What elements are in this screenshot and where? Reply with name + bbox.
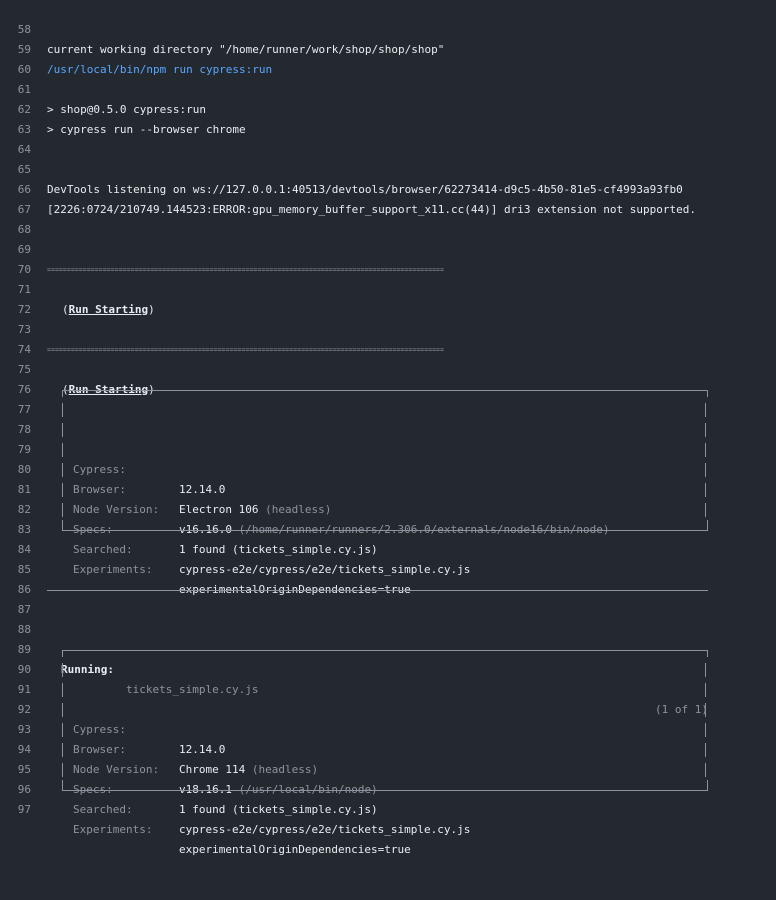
info-value: cypress-e2e/cypress/e2e/tickets_simple.cy.js bbox=[179, 823, 471, 836]
info-key: Cypress: bbox=[73, 463, 126, 476]
box-left-border bbox=[62, 703, 63, 717]
line-number[interactable]: 97 bbox=[17, 803, 31, 816]
info-key: Cypress: bbox=[73, 723, 126, 736]
info-value: 12.14.0 bbox=[179, 483, 226, 496]
line-number[interactable]: 62 bbox=[17, 103, 31, 116]
box-left-border bbox=[62, 423, 63, 437]
line-number[interactable]: 78 bbox=[17, 423, 31, 436]
log-text: > cypress run --browser chrome bbox=[47, 123, 246, 136]
log-line bbox=[0, 580, 776, 616]
box-right-border bbox=[705, 663, 706, 677]
line-number[interactable]: 90 bbox=[17, 663, 31, 676]
log-line bbox=[0, 320, 776, 356]
run-starting-label: Run Starting bbox=[68, 383, 149, 396]
box-right-border bbox=[705, 463, 706, 477]
line-number[interactable]: 77 bbox=[17, 403, 31, 416]
log-line bbox=[0, 120, 776, 156]
line-number[interactable]: 70 bbox=[17, 263, 31, 276]
line-number[interactable]: 96 bbox=[17, 783, 31, 796]
running-label: Running: bbox=[61, 663, 114, 676]
line-number[interactable]: 75 bbox=[17, 363, 31, 376]
line-number[interactable]: 88 bbox=[17, 623, 31, 636]
line-number[interactable]: 95 bbox=[17, 763, 31, 776]
box-left-border bbox=[62, 763, 63, 777]
paren-close: ) bbox=[148, 383, 155, 396]
line-number[interactable]: 93 bbox=[17, 723, 31, 736]
line-number[interactable]: 91 bbox=[17, 683, 31, 696]
box-right-border bbox=[705, 723, 706, 737]
line-number[interactable]: 61 bbox=[17, 83, 31, 96]
info-key: Browser: bbox=[73, 483, 126, 496]
box-top-border bbox=[62, 390, 708, 397]
box-left-border bbox=[62, 403, 63, 417]
box-left-border bbox=[62, 683, 63, 697]
info-key: Node Version: bbox=[73, 503, 160, 516]
info-value-note: (headless) bbox=[265, 503, 332, 516]
box-right-border bbox=[705, 683, 706, 697]
line-number[interactable]: 82 bbox=[17, 503, 31, 516]
info-value: cypress-e2e/cypress/e2e/tickets_simple.cy.js bbox=[179, 563, 471, 576]
box-left-border bbox=[62, 663, 63, 677]
line-number[interactable]: 64 bbox=[17, 143, 31, 156]
log-line bbox=[0, 200, 776, 236]
box-left-border bbox=[62, 443, 63, 457]
separator-line: ==================================================================================================== bbox=[47, 266, 444, 274]
info-key: Experiments: bbox=[73, 823, 153, 836]
line-number[interactable]: 69 bbox=[17, 243, 31, 256]
command-text: /usr/local/bin/npm run cypress:run bbox=[47, 63, 273, 76]
box-right-border bbox=[705, 743, 706, 757]
info-value: experimentalOriginDependencies=true bbox=[179, 843, 411, 856]
line-number[interactable]: 68 bbox=[17, 223, 31, 236]
info-value-main: v18.16.1 bbox=[179, 783, 232, 796]
info-value-main: Electron 106 bbox=[179, 503, 259, 516]
line-number[interactable]: 85 bbox=[17, 563, 31, 576]
info-value: 1 found (tickets_simple.cy.js) bbox=[179, 803, 378, 816]
info-key: Specs: bbox=[73, 523, 113, 536]
box-right-border bbox=[705, 403, 706, 417]
info-key: Specs: bbox=[73, 783, 113, 796]
log-line bbox=[0, 380, 776, 416]
info-value: experimentalOriginDependencies=true bbox=[179, 583, 411, 596]
box-left-border bbox=[62, 463, 63, 477]
box-left-border bbox=[62, 723, 63, 737]
line-number[interactable]: 59 bbox=[17, 43, 31, 56]
info-key: Browser: bbox=[73, 743, 126, 756]
info-value-main: Chrome 114 bbox=[179, 763, 246, 776]
box-top-border bbox=[62, 650, 708, 657]
line-number[interactable]: 94 bbox=[17, 743, 31, 756]
info-value-main: v16.16.0 bbox=[179, 523, 232, 536]
spec-count: (1 of 1) bbox=[655, 703, 708, 716]
box-right-border bbox=[705, 483, 706, 497]
box-left-border bbox=[62, 503, 63, 517]
horizontal-rule bbox=[47, 590, 708, 591]
box-left-border bbox=[62, 743, 63, 757]
line-number[interactable]: 74 bbox=[17, 343, 31, 356]
paren-open: ( bbox=[62, 303, 69, 316]
info-key: Searched: bbox=[73, 543, 133, 556]
log-line bbox=[0, 240, 776, 276]
box-right-border bbox=[705, 503, 706, 517]
log-text: > shop@0.5.0 cypress:run bbox=[47, 103, 206, 116]
line-number[interactable]: 58 bbox=[17, 23, 31, 36]
info-value-note: (/home/runner/runners/2.306.0/externals/node16/bin/node) bbox=[238, 523, 610, 536]
box-right-border bbox=[705, 423, 706, 437]
log-text: DevTools listening on ws://127.0.0.1:40513/devtools/browser/62273414-d9c5-4b50-81e5-cf4993a93fb0 bbox=[47, 183, 683, 196]
line-number[interactable]: 60 bbox=[17, 63, 31, 76]
line-number[interactable]: 79 bbox=[17, 443, 31, 456]
line-number[interactable]: 65 bbox=[17, 163, 31, 176]
info-key: Searched: bbox=[73, 803, 133, 816]
box-right-border bbox=[705, 443, 706, 457]
box-bottom-border bbox=[62, 520, 708, 531]
line-number[interactable]: 86 bbox=[17, 583, 31, 596]
info-value-note: (/usr/local/bin/node) bbox=[238, 783, 378, 796]
line-number[interactable]: 66 bbox=[17, 183, 31, 196]
line-number[interactable]: 63 bbox=[17, 123, 31, 136]
box-right-border bbox=[705, 763, 706, 777]
line-number[interactable]: 71 bbox=[17, 283, 31, 296]
info-value: 12.14.0 bbox=[179, 743, 226, 756]
info-key: Node Version: bbox=[73, 763, 160, 776]
info-value-note: (headless) bbox=[251, 763, 319, 776]
box-right-border bbox=[705, 703, 706, 717]
line-number[interactable]: 81 bbox=[17, 483, 31, 496]
line-number[interactable]: 76 bbox=[17, 383, 31, 396]
log-text: current working directory "/home/runner/work/shop/shop/shop" bbox=[47, 43, 445, 56]
info-key: Experiments: bbox=[73, 563, 153, 576]
log-line bbox=[0, 600, 776, 636]
running-spec-name: tickets_simple.cy.js bbox=[126, 683, 259, 696]
line-number[interactable]: 67 bbox=[17, 203, 31, 216]
box-bottom-border bbox=[62, 780, 708, 791]
line-number[interactable]: 87 bbox=[17, 603, 31, 616]
line-number[interactable]: 83 bbox=[17, 523, 31, 536]
log-text: [2226:0724/210749.144523:ERROR:gpu_memory_buffer_support_x11.cc(44)] dri3 extension not supported. bbox=[47, 203, 697, 216]
separator-line: ==================================================================================================== bbox=[47, 346, 444, 354]
line-number[interactable]: 92 bbox=[17, 703, 31, 716]
run-starting-label: Run Starting bbox=[68, 303, 149, 316]
paren-close: ) bbox=[148, 303, 155, 316]
box-left-border bbox=[62, 483, 63, 497]
line-number[interactable]: 84 bbox=[17, 543, 31, 556]
paren-open: ( bbox=[62, 383, 69, 396]
line-number[interactable]: 80 bbox=[17, 463, 31, 476]
line-number[interactable]: 89 bbox=[17, 643, 31, 656]
line-number[interactable]: 73 bbox=[17, 323, 31, 336]
line-number[interactable]: 72 bbox=[17, 303, 31, 316]
info-value: 1 found (tickets_simple.cy.js) bbox=[179, 543, 378, 556]
